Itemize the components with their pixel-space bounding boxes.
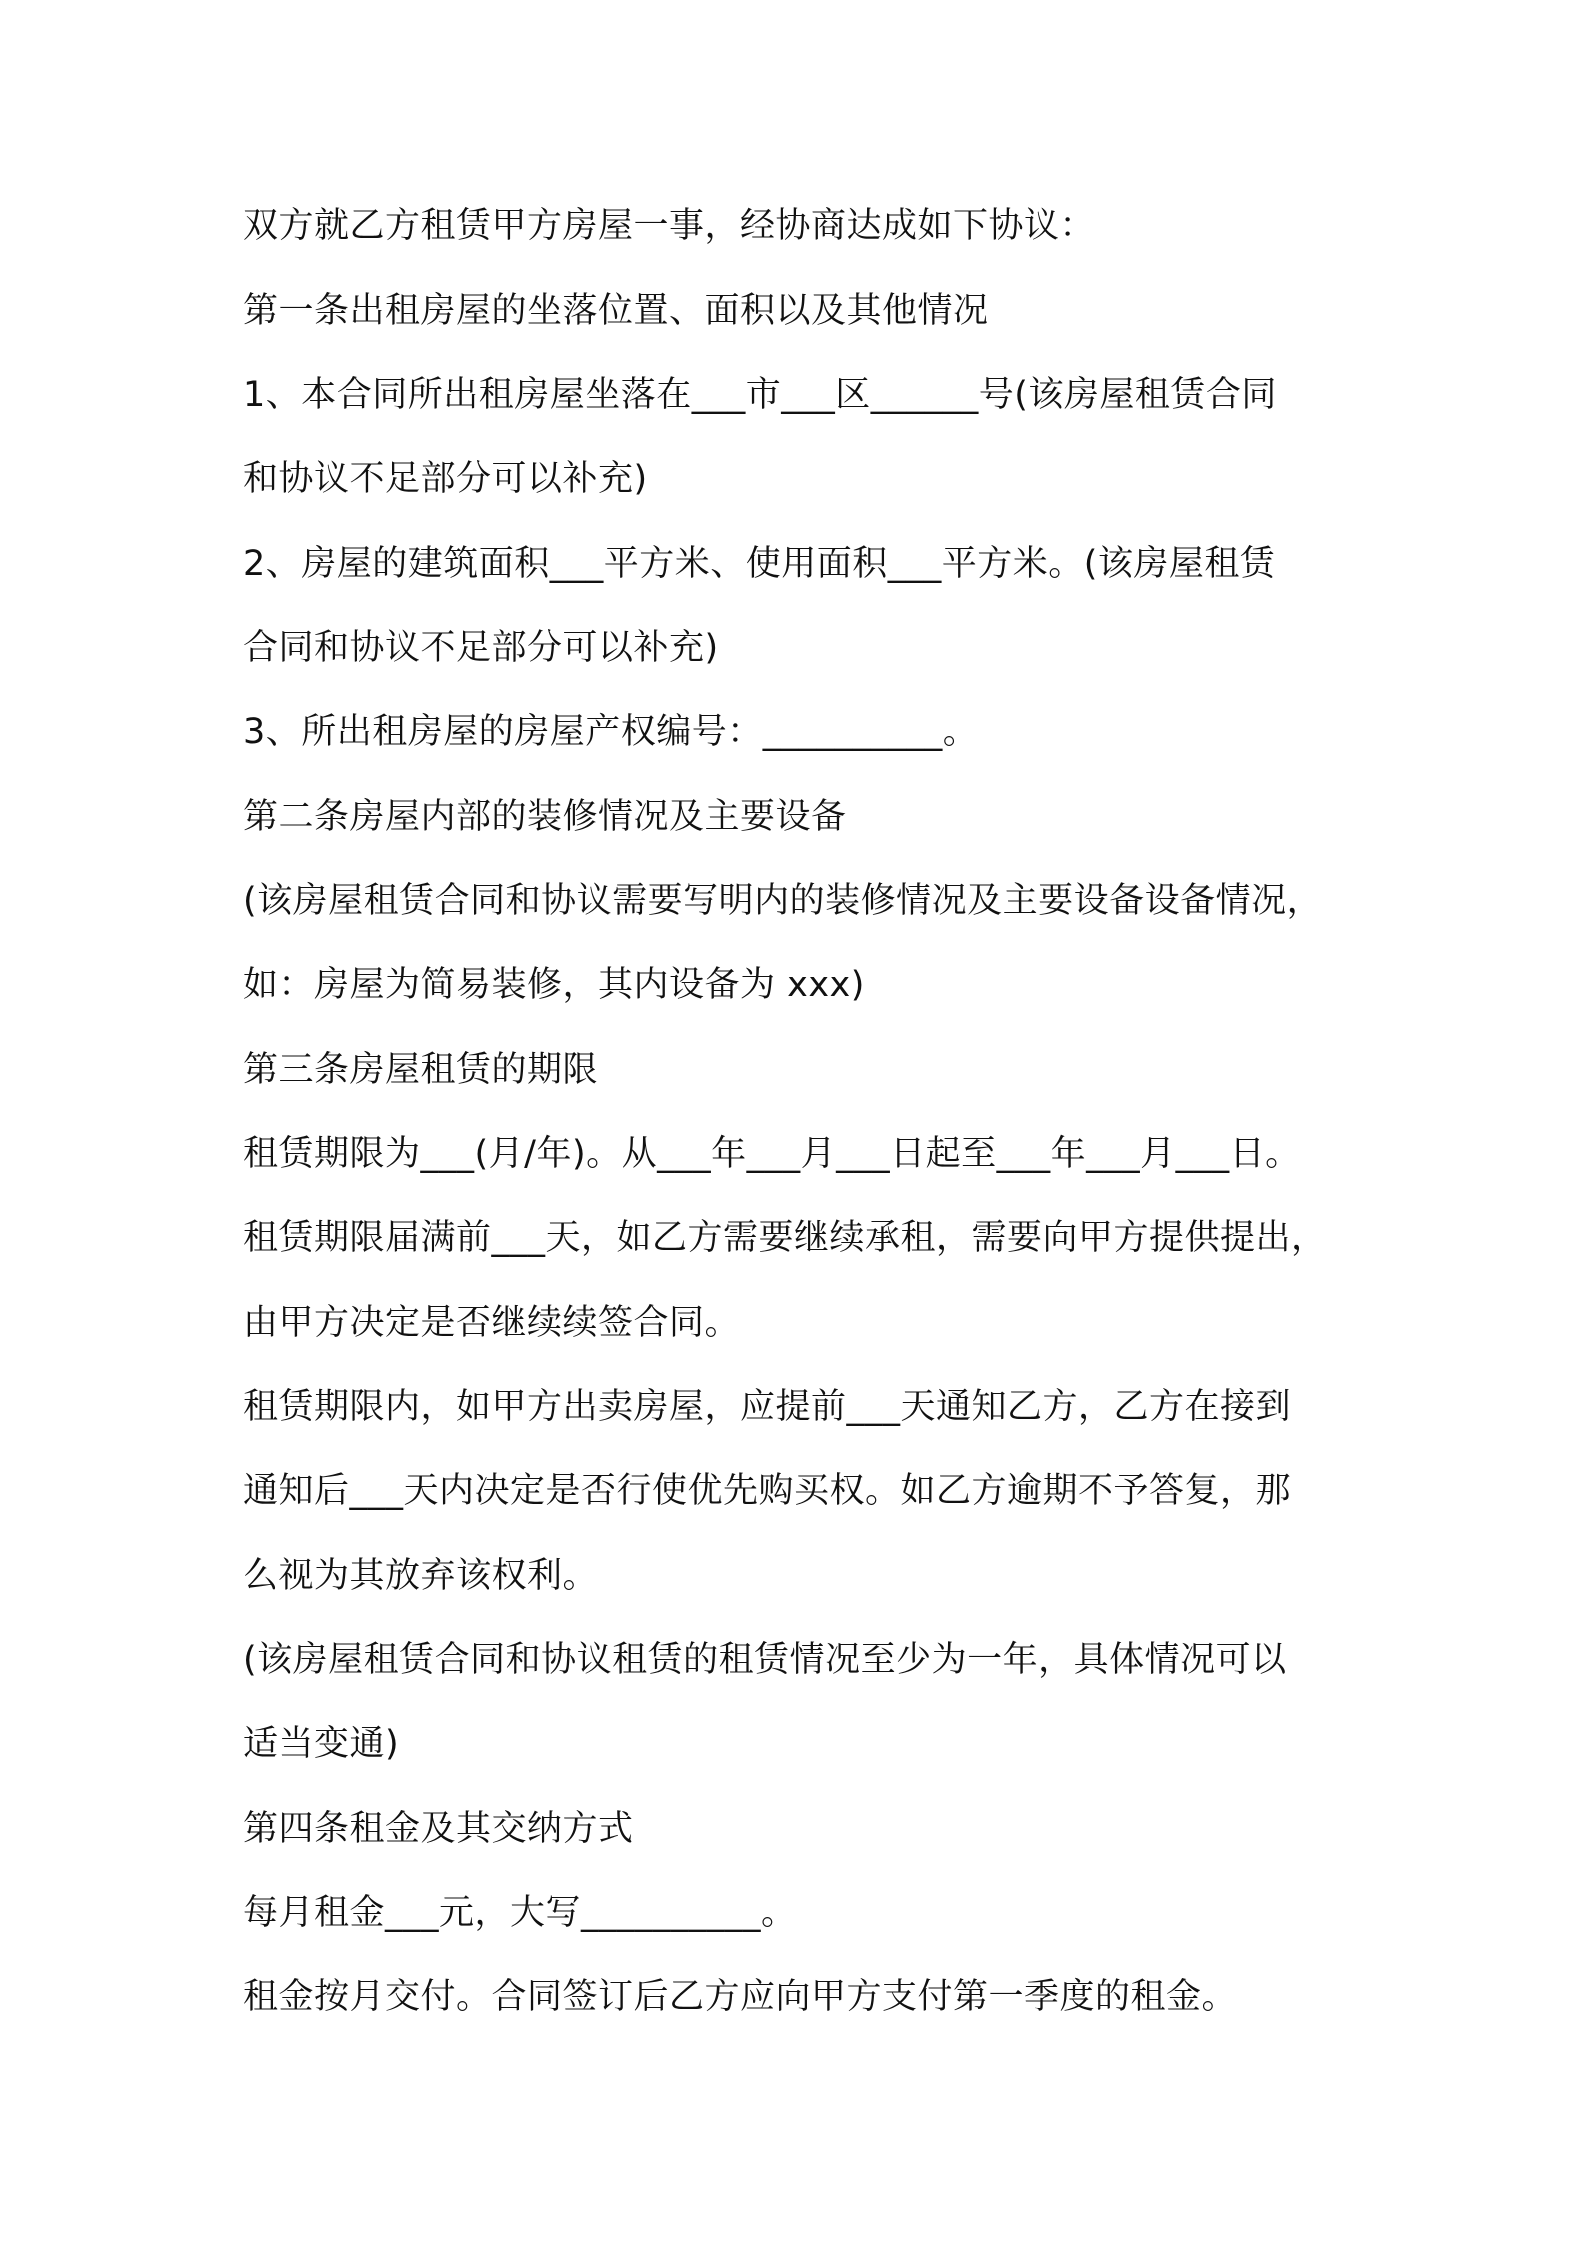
article-3-heading: 第三条房屋租赁的期限 [243,1050,599,1090]
article-3-renewal-line-2: 由甲方决定是否继续续签合同。 [243,1303,741,1343]
article-1-item-1-line-1: 1、本合同所出租房屋坐落在___市___区______号(该房屋租赁合同 [243,375,1277,415]
article-2-note-line-1: (该房屋租赁合同和协议需要写明内的装修情况及主要设备设备情况， [243,881,1323,921]
article-3-sale-line-3: 么视为其放弃该权利。 [243,1556,599,1596]
paragraph-intro: 双方就乙方租赁甲方房屋一事，经协商达成如下协议： [243,206,1096,246]
article-4-payment: 租金按月交付。合同签订后乙方应向甲方支付第一季度的租金。 [243,1977,1238,2017]
article-3-sale-line-2: 通知后___天内决定是否行使优先购买权。如乙方逾期不予答复，那 [243,1471,1292,1511]
article-1-item-3: 3、所出租房屋的房屋产权编号：__________。 [243,712,979,752]
article-2-note-line-2: 如：房屋为简易装修，其内设备为 xxx) [243,965,865,1005]
article-1-item-2-line-2: 合同和协议不足部分可以补充) [243,628,719,668]
article-3-note-line-1: (该房屋租赁合同和协议租赁的租赁情况至少为一年，具体情况可以 [243,1640,1287,1680]
article-1-heading: 第一条出租房屋的坐落位置、面积以及其他情况 [243,291,989,331]
article-1-item-2-line-1: 2、房屋的建筑面积___平方米、使用面积___平方米。(该房屋租赁 [243,544,1276,584]
article-3-sale-line-1: 租赁期限内，如甲方出卖房屋，应提前___天通知乙方，乙方在接到 [243,1387,1292,1427]
article-3-term: 租赁期限为___(月/年)。从___年___月___日起至___年___月___日。 [243,1134,1301,1174]
article-3-note-line-2: 适当变通) [243,1724,400,1764]
article-4-monthly-rent: 每月租金___元，大写__________。 [243,1893,797,1933]
article-4-heading: 第四条租金及其交纳方式 [243,1809,634,1849]
article-1-item-1-line-2: 和协议不足部分可以补充) [243,459,648,499]
article-3-renewal-line-1: 租赁期限届满前___天，如乙方需要继续承租，需要向甲方提供提出， [243,1218,1327,1258]
article-2-heading: 第二条房屋内部的装修情况及主要设备 [243,797,847,837]
